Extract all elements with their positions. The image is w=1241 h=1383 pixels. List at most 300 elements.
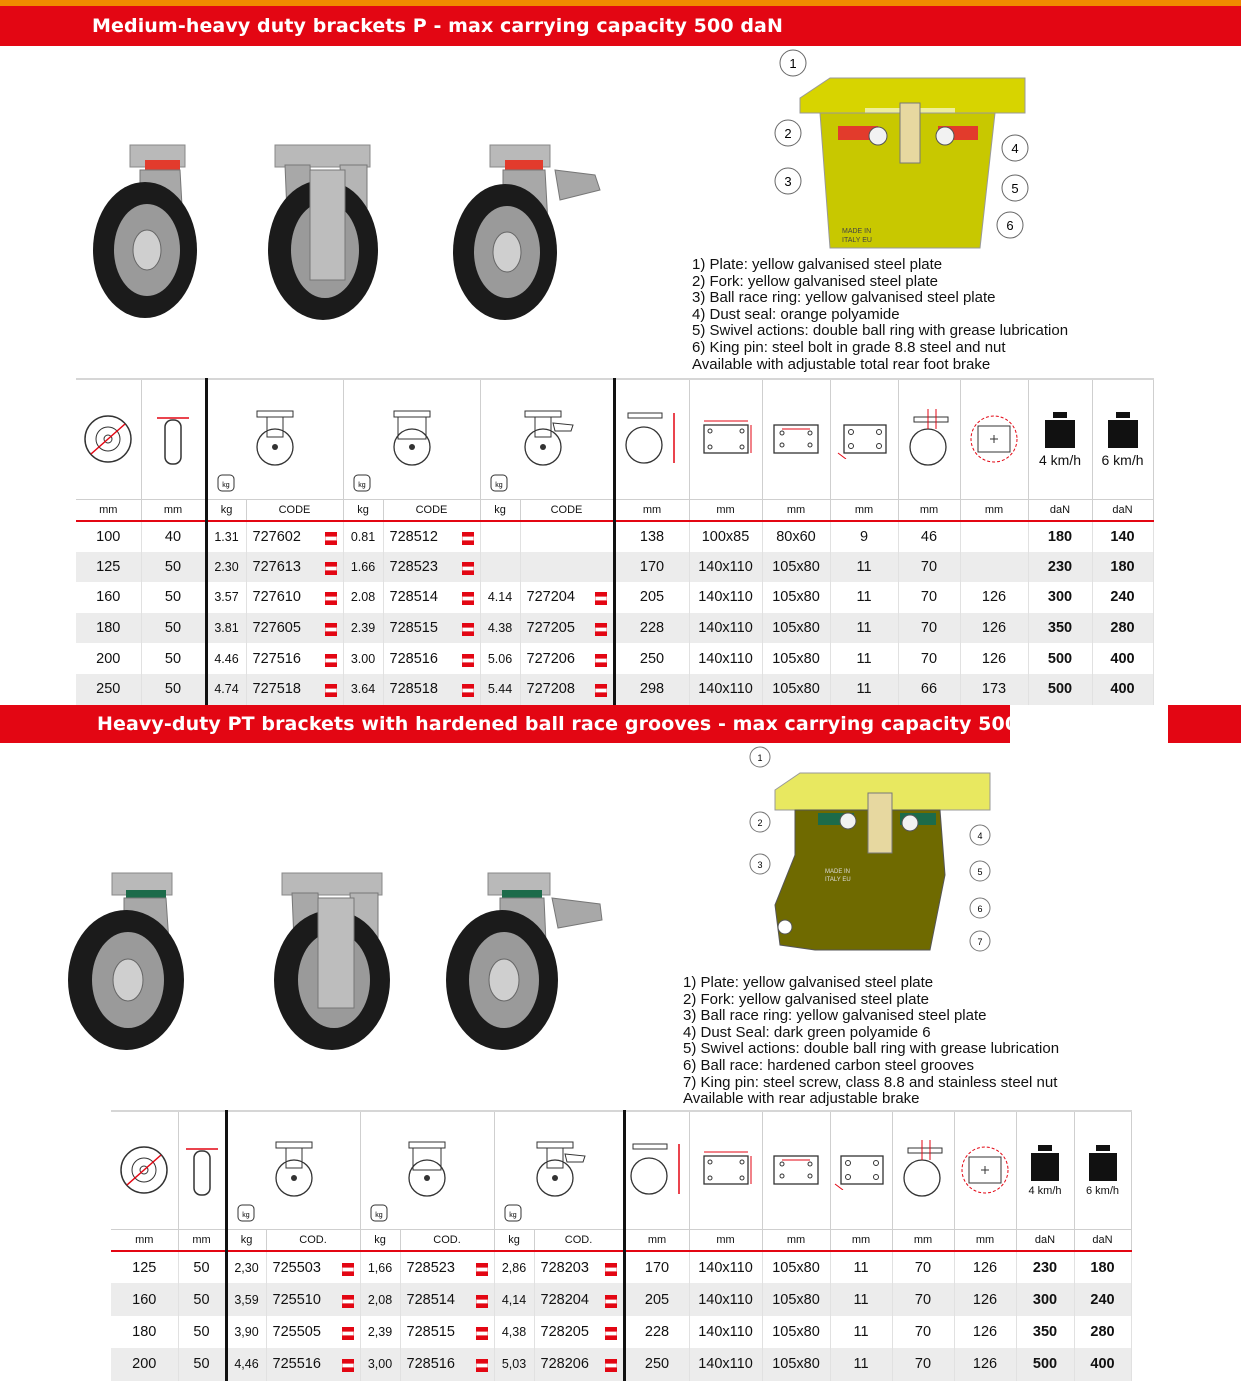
speed-6-cell bbox=[1074, 1111, 1131, 1229]
table-cell: 70 bbox=[898, 582, 960, 613]
unit-cell: mm bbox=[960, 499, 1028, 521]
table-cell bbox=[383, 613, 480, 644]
table-cell: 228 bbox=[624, 1316, 689, 1348]
load-weight-icon bbox=[1029, 1143, 1061, 1183]
speed-label-4kmh: 4 km/h bbox=[1038, 452, 1081, 469]
table-cell bbox=[534, 1316, 624, 1348]
product-code: 728204 bbox=[540, 1291, 589, 1308]
wheel-width-icon bbox=[184, 1143, 220, 1197]
bolt-hole-pattern-cell bbox=[960, 379, 1028, 499]
table-cell: 140x110 bbox=[689, 1251, 762, 1283]
table-cell: 140x110 bbox=[689, 1283, 762, 1315]
table-cell: 126 bbox=[960, 613, 1028, 644]
description-line: 3) Ball race ring: yellow galvanised steel plate bbox=[683, 1007, 987, 1025]
diagram-marking: ITALY EU bbox=[825, 877, 851, 883]
table-cell: 5,03 bbox=[494, 1348, 534, 1380]
table-cell: 105x80 bbox=[762, 613, 830, 644]
diagram-label: 4 bbox=[1011, 141, 1019, 156]
table-cell bbox=[383, 521, 480, 552]
unit-cell: kg bbox=[226, 1229, 266, 1251]
table-cell: 105x80 bbox=[762, 643, 830, 674]
table-cell: 180 bbox=[111, 1316, 178, 1348]
table-cell: 180 bbox=[1028, 521, 1092, 552]
product-code: 725516 bbox=[272, 1356, 321, 1373]
table-cell bbox=[383, 582, 480, 613]
table-cell: 240 bbox=[1074, 1283, 1131, 1315]
product-code: 727206 bbox=[526, 650, 575, 667]
table-cell: 205 bbox=[614, 582, 689, 613]
product-code: 728523 bbox=[406, 1259, 455, 1276]
product-code: 728516 bbox=[389, 650, 438, 667]
flag-icon bbox=[476, 1295, 488, 1308]
wheel-width-icon bbox=[153, 412, 193, 466]
table-cell bbox=[246, 521, 343, 552]
table-cell bbox=[266, 1251, 360, 1283]
table-cell: 500 bbox=[1028, 643, 1092, 674]
table-cell: 230 bbox=[1016, 1251, 1074, 1283]
description-line: 2) Fork: yellow galvanised steel plate bbox=[692, 272, 938, 290]
hole-spacing-icon bbox=[768, 419, 824, 459]
flag-icon bbox=[462, 684, 474, 697]
plate-size-icon bbox=[698, 419, 754, 459]
table-cell: 105x80 bbox=[762, 674, 830, 705]
description-line: 4) Dust Seal: dark green polyamide 6 bbox=[683, 1023, 931, 1041]
description-line: 1) Plate: yellow galvanised steel plate bbox=[683, 974, 934, 991]
flag-icon bbox=[342, 1295, 354, 1308]
table-cell: 70 bbox=[892, 1251, 954, 1283]
section-1-title: Medium-heavy duty brackets P - max carrying capacity 500 daN bbox=[92, 15, 783, 37]
description-line: 6) Ball race: hardened carbon steel grooves bbox=[683, 1056, 975, 1074]
product-code: 728203 bbox=[540, 1259, 589, 1276]
table-cell: 4,14 bbox=[494, 1283, 534, 1315]
table-cell: 400 bbox=[1074, 1348, 1131, 1380]
table-cell: 126 bbox=[954, 1316, 1016, 1348]
table-cell: 11 bbox=[830, 552, 898, 583]
brake-caster-cell bbox=[480, 379, 614, 499]
flag-icon bbox=[595, 592, 607, 605]
table-cell: 350 bbox=[1016, 1316, 1074, 1348]
unit-cell: mm bbox=[762, 1229, 830, 1251]
product-code: 728206 bbox=[540, 1356, 589, 1373]
unit-cell: mm bbox=[830, 1229, 892, 1251]
table-cell: 50 bbox=[178, 1251, 226, 1283]
flag-icon bbox=[342, 1327, 354, 1340]
table-cell: 105x80 bbox=[762, 582, 830, 613]
table-row bbox=[76, 674, 1153, 705]
table-cell: 240 bbox=[1092, 582, 1153, 613]
flag-icon bbox=[595, 684, 607, 697]
table-cell: 140x110 bbox=[689, 582, 762, 613]
table-row bbox=[111, 1283, 1131, 1315]
table-row bbox=[76, 613, 1153, 644]
diagram-label: 5 bbox=[977, 867, 983, 877]
table-cell bbox=[400, 1348, 494, 1380]
unit-cell: CODE bbox=[246, 499, 343, 521]
svg-text:kg: kg bbox=[374, 1211, 383, 1219]
hole-spacing-cell bbox=[762, 379, 830, 499]
table-cell: 126 bbox=[954, 1283, 1016, 1315]
speed-label-6kmh: 6 km/h bbox=[1101, 452, 1144, 469]
table-cell: 46 bbox=[898, 521, 960, 552]
offset-icon bbox=[898, 1140, 948, 1200]
table-cell: 11 bbox=[830, 1283, 892, 1315]
diagram-label: 2 bbox=[757, 818, 763, 828]
wheel-width-cell bbox=[178, 1111, 226, 1229]
diagram-label: 5 bbox=[1011, 181, 1019, 196]
table-cell: 4,46 bbox=[226, 1348, 266, 1380]
brake-caster-cell bbox=[494, 1111, 624, 1229]
flag-icon bbox=[462, 592, 474, 605]
table-cell: 3,00 bbox=[360, 1348, 400, 1380]
table-cell: 100 bbox=[76, 521, 141, 552]
weight-icon bbox=[352, 471, 372, 493]
table-cell: 173 bbox=[960, 674, 1028, 705]
description-line: 6) King pin: steel bolt in grade 8.8 steel and nut bbox=[692, 338, 1006, 356]
table-cell: 2.08 bbox=[343, 582, 383, 613]
description-line: 5) Swivel actions: double ball ring with grease lubrication bbox=[692, 322, 1069, 340]
table-cell bbox=[534, 1251, 624, 1283]
table-cell: 2.30 bbox=[206, 552, 246, 583]
table-row bbox=[76, 582, 1153, 613]
load-weight-icon bbox=[1106, 410, 1140, 450]
speed-label-6kmh: 6 km/h bbox=[1085, 1185, 1119, 1198]
table-cell: 105x80 bbox=[762, 1316, 830, 1348]
fixed-caster-photo bbox=[262, 868, 412, 1053]
load-weight-icon bbox=[1087, 1143, 1119, 1183]
description-line: 2) Fork: yellow galvanised steel plate bbox=[683, 990, 929, 1008]
table-cell: 180 bbox=[76, 613, 141, 644]
table-cell: 2.39 bbox=[343, 613, 383, 644]
section-2-description bbox=[683, 975, 1059, 1108]
table-cell: 125 bbox=[111, 1251, 178, 1283]
table-cell: 3,59 bbox=[226, 1283, 266, 1315]
brake-caster-photo bbox=[440, 868, 615, 1053]
flag-icon bbox=[605, 1263, 617, 1276]
offset-cell bbox=[892, 1111, 954, 1229]
table-cell bbox=[383, 552, 480, 583]
flag-icon bbox=[462, 562, 474, 575]
unit-cell: mm bbox=[892, 1229, 954, 1251]
table-cell: 11 bbox=[830, 674, 898, 705]
wheel-diameter-icon bbox=[119, 1145, 169, 1195]
weight-icon bbox=[236, 1201, 256, 1223]
unit-cell: kg bbox=[343, 499, 383, 521]
product-code: 727518 bbox=[252, 681, 301, 698]
swivel-caster-icon bbox=[264, 1140, 324, 1200]
table-cell: 70 bbox=[892, 1348, 954, 1380]
product-code: 728515 bbox=[406, 1323, 455, 1340]
unit-cell: COD. bbox=[534, 1229, 624, 1251]
unit-cell: daN bbox=[1092, 499, 1153, 521]
table-row bbox=[111, 1348, 1131, 1380]
table-cell: 140x110 bbox=[689, 552, 762, 583]
table-cell bbox=[266, 1348, 360, 1380]
section-1-description bbox=[692, 257, 1068, 373]
svg-text:kg: kg bbox=[241, 1211, 250, 1219]
table-cell: 4.46 bbox=[206, 643, 246, 674]
table-cell bbox=[383, 643, 480, 674]
product-code: 728512 bbox=[389, 528, 438, 545]
table-cell: 180 bbox=[1092, 552, 1153, 583]
table-cell: 105x80 bbox=[762, 552, 830, 583]
wheel-diameter-icon bbox=[83, 414, 133, 464]
table-cell: 105x80 bbox=[762, 1251, 830, 1283]
table-cell: 400 bbox=[1092, 674, 1153, 705]
product-code: 728515 bbox=[389, 620, 438, 637]
table-cell: 140 bbox=[1092, 521, 1153, 552]
speed-label-4kmh: 4 km/h bbox=[1028, 1185, 1062, 1198]
table-cell: 300 bbox=[1028, 582, 1092, 613]
table-row bbox=[76, 552, 1153, 583]
table-cell bbox=[246, 643, 343, 674]
table-cell: 3,90 bbox=[226, 1316, 266, 1348]
height-cell bbox=[614, 379, 689, 499]
bolt-hole-pattern-icon bbox=[966, 414, 1022, 464]
table-cell: 170 bbox=[624, 1251, 689, 1283]
table-cell: 228 bbox=[614, 613, 689, 644]
table-cell: 126 bbox=[960, 643, 1028, 674]
table-cell bbox=[534, 1348, 624, 1380]
table-cell: 2,30 bbox=[226, 1251, 266, 1283]
table-cell: 70 bbox=[898, 613, 960, 644]
table-cell bbox=[246, 582, 343, 613]
unit-cell: mm bbox=[111, 1229, 178, 1251]
table-cell: 50 bbox=[178, 1316, 226, 1348]
banner-stripe bbox=[0, 0, 1241, 6]
unit-cell: mm bbox=[689, 1229, 762, 1251]
table-cell: 70 bbox=[898, 643, 960, 674]
fixed-caster-icon bbox=[382, 409, 442, 469]
table-cell: 2,86 bbox=[494, 1251, 534, 1283]
table-cell: 4,38 bbox=[494, 1316, 534, 1348]
table-cell: 5.44 bbox=[480, 674, 520, 705]
product-code: 727605 bbox=[252, 620, 301, 637]
brake-caster-icon bbox=[515, 409, 579, 469]
table-cell bbox=[480, 552, 520, 583]
height-cell bbox=[624, 1111, 689, 1229]
table-cell: 50 bbox=[141, 582, 206, 613]
table-cell: 50 bbox=[178, 1348, 226, 1380]
flag-icon bbox=[342, 1359, 354, 1372]
unit-cell: CODE bbox=[520, 499, 614, 521]
diagram-label: 1 bbox=[789, 56, 797, 71]
flag-icon bbox=[462, 623, 474, 636]
table-cell: 200 bbox=[76, 643, 141, 674]
section-2-banner bbox=[0, 705, 1068, 743]
brake-caster-icon bbox=[527, 1140, 591, 1200]
swivel-caster-photo bbox=[62, 868, 222, 1053]
speed-6-cell bbox=[1092, 379, 1153, 499]
table-cell bbox=[960, 521, 1028, 552]
bolt-hole-cell bbox=[830, 379, 898, 499]
section-1-spec-table bbox=[76, 378, 1154, 705]
table-cell: 2,39 bbox=[360, 1316, 400, 1348]
plate-size-icon bbox=[698, 1150, 754, 1190]
table-cell: 11 bbox=[830, 1348, 892, 1380]
table-cell: 66 bbox=[898, 674, 960, 705]
table-cell bbox=[266, 1283, 360, 1315]
product-code: 727613 bbox=[252, 558, 301, 575]
table-cell bbox=[246, 552, 343, 583]
table-cell bbox=[246, 674, 343, 705]
diagram-label: 7 bbox=[977, 937, 983, 947]
table-cell: 50 bbox=[141, 674, 206, 705]
diagram-label: 6 bbox=[1006, 218, 1014, 233]
table-cell: 250 bbox=[624, 1348, 689, 1380]
diagram-label: 4 bbox=[977, 831, 983, 841]
weight-icon bbox=[489, 471, 509, 493]
table-cell: 105x80 bbox=[762, 1283, 830, 1315]
product-code: 725503 bbox=[272, 1259, 321, 1276]
description-line: 5) Swivel actions: double ball ring with grease lubrication bbox=[683, 1040, 1060, 1058]
flag-icon bbox=[325, 562, 337, 575]
table-cell: 4.38 bbox=[480, 613, 520, 644]
table-cell: 100x85 bbox=[689, 521, 762, 552]
product-code: 727602 bbox=[252, 528, 301, 545]
table-cell: 140x110 bbox=[689, 613, 762, 644]
table-cell: 4.74 bbox=[206, 674, 246, 705]
table-cell: 280 bbox=[1074, 1316, 1131, 1348]
svg-text:kg: kg bbox=[494, 481, 503, 489]
swivel-caster-photo bbox=[85, 140, 225, 325]
table-cell: 298 bbox=[614, 674, 689, 705]
table-cell: 3.00 bbox=[343, 643, 383, 674]
svg-text:kg: kg bbox=[221, 481, 230, 489]
table-cell: 3.81 bbox=[206, 613, 246, 644]
table-cell: 180 bbox=[1074, 1251, 1131, 1283]
table-cell: 140x110 bbox=[689, 643, 762, 674]
weight-icon bbox=[503, 1201, 523, 1223]
fixed-caster-cell bbox=[360, 1111, 494, 1229]
unit-cell: CODE bbox=[383, 499, 480, 521]
wheel-diameter-cell bbox=[111, 1111, 178, 1229]
brake-caster-photo bbox=[445, 140, 615, 325]
section-2-cutaway-diagram bbox=[740, 745, 1000, 970]
product-code: 727205 bbox=[526, 620, 575, 637]
table-cell bbox=[534, 1283, 624, 1315]
table-cell bbox=[960, 552, 1028, 583]
table-cell: 170 bbox=[614, 552, 689, 583]
unit-cell: COD. bbox=[266, 1229, 360, 1251]
hole-spacing-cell bbox=[762, 1111, 830, 1229]
table-cell: 70 bbox=[892, 1283, 954, 1315]
product-code: 727204 bbox=[526, 589, 575, 606]
bolt-hole-icon bbox=[836, 419, 892, 459]
table-units-row bbox=[111, 1229, 1131, 1251]
section-2-banner-tab bbox=[1168, 705, 1241, 743]
table-cell: 80x60 bbox=[762, 521, 830, 552]
table-cell: 70 bbox=[898, 552, 960, 583]
product-code: 727516 bbox=[252, 650, 301, 667]
bolt-hole-pattern-icon bbox=[957, 1145, 1013, 1195]
description-line: Available with adjustable total rear foot brake bbox=[692, 355, 991, 373]
diagram-label: 1 bbox=[757, 753, 763, 763]
flag-icon bbox=[476, 1327, 488, 1340]
section-1-cutaway-diagram bbox=[770, 48, 1040, 258]
table-cell: 160 bbox=[111, 1283, 178, 1315]
fixed-caster-icon bbox=[397, 1140, 457, 1200]
fixed-caster-photo bbox=[255, 140, 400, 325]
swivel-caster-cell bbox=[226, 1111, 360, 1229]
unit-cell: mm bbox=[830, 499, 898, 521]
table-cell: 70 bbox=[892, 1316, 954, 1348]
product-code: 728516 bbox=[406, 1356, 455, 1373]
diagram-label: 2 bbox=[784, 126, 792, 141]
table-cell: 50 bbox=[178, 1283, 226, 1315]
table-units-row bbox=[76, 499, 1153, 521]
table-cell: 11 bbox=[830, 1316, 892, 1348]
table-row bbox=[111, 1316, 1131, 1348]
flag-icon bbox=[476, 1263, 488, 1276]
unit-cell: kg bbox=[480, 499, 520, 521]
bolt-hole-icon bbox=[833, 1150, 889, 1190]
svg-text:kg: kg bbox=[508, 1211, 517, 1219]
table-cell: 140x110 bbox=[689, 1316, 762, 1348]
table-cell: 4.14 bbox=[480, 582, 520, 613]
table-cell: 40 bbox=[141, 521, 206, 552]
hole-spacing-icon bbox=[768, 1150, 824, 1190]
weight-icon bbox=[369, 1201, 389, 1223]
table-row bbox=[111, 1251, 1131, 1283]
table-cell bbox=[520, 613, 614, 644]
table-cell bbox=[520, 674, 614, 705]
weight-icon bbox=[216, 471, 236, 493]
table-icon-row bbox=[111, 1111, 1131, 1229]
diagram-marking: ITALY EU bbox=[842, 237, 872, 244]
product-code: 728514 bbox=[389, 589, 438, 606]
flag-icon bbox=[325, 623, 337, 636]
description-line: 3) Ball race ring: yellow galvanised steel plate bbox=[692, 289, 996, 307]
table-cell: 126 bbox=[960, 582, 1028, 613]
height-icon bbox=[622, 409, 682, 469]
table-cell: 1.31 bbox=[206, 521, 246, 552]
product-code: 727208 bbox=[526, 681, 575, 698]
table-cell: 280 bbox=[1092, 613, 1153, 644]
swivel-caster-icon bbox=[245, 409, 305, 469]
offset-icon bbox=[904, 409, 954, 469]
svg-text:kg: kg bbox=[357, 481, 366, 489]
diagram-label: 6 bbox=[977, 904, 983, 914]
unit-cell: daN bbox=[1028, 499, 1092, 521]
unit-cell: kg bbox=[494, 1229, 534, 1251]
speed-4-cell bbox=[1028, 379, 1092, 499]
speed-4-cell bbox=[1016, 1111, 1074, 1229]
table-cell bbox=[246, 613, 343, 644]
diagram-label: 3 bbox=[757, 860, 763, 870]
flag-icon bbox=[325, 654, 337, 667]
table-cell bbox=[400, 1283, 494, 1315]
table-cell: 300 bbox=[1016, 1283, 1074, 1315]
table-cell: 250 bbox=[614, 643, 689, 674]
table-cell: 138 bbox=[614, 521, 689, 552]
product-code: 728518 bbox=[389, 681, 438, 698]
unit-cell: mm bbox=[624, 1229, 689, 1251]
table-cell bbox=[383, 674, 480, 705]
unit-cell: kg bbox=[206, 499, 246, 521]
table-cell: 11 bbox=[830, 1251, 892, 1283]
section-2-spec-table bbox=[111, 1110, 1132, 1381]
product-code: 728523 bbox=[389, 558, 438, 575]
diagram-marking: MADE IN bbox=[825, 869, 851, 875]
flag-icon bbox=[595, 654, 607, 667]
description-line: 4) Dust seal: orange polyamide bbox=[692, 305, 900, 323]
table-cell: 500 bbox=[1028, 674, 1092, 705]
table-cell: 200 bbox=[111, 1348, 178, 1380]
flag-icon bbox=[605, 1295, 617, 1308]
flag-icon bbox=[595, 623, 607, 636]
table-cell: 9 bbox=[830, 521, 898, 552]
description-line: 7) King pin: steel screw, class 8.8 and stainless steel nut bbox=[683, 1073, 1058, 1091]
